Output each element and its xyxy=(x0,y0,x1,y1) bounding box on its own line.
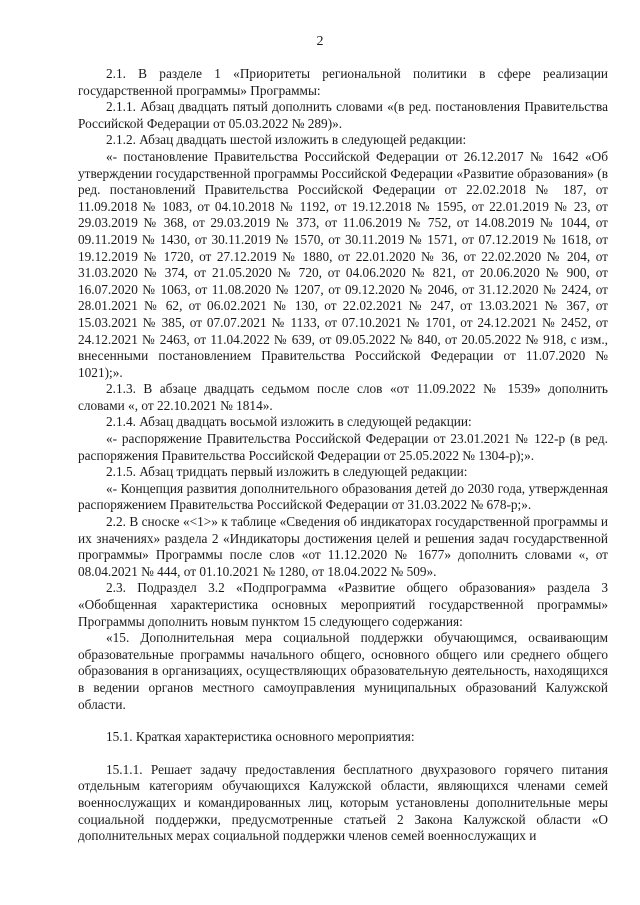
paragraph: 2.1.3. В абзаце двадцать седьмом после слов «от 11.09.2022 № 1539» дополнить словами «, от 22.10.2021 № 1814». xyxy=(78,381,608,413)
paragraph: 2.1.5. Абзац тридцать первый изложить в следующей редакции: xyxy=(106,464,468,480)
paragraph: 2.1.2. Абзац двадцать шестой изложить в следующей редакции: xyxy=(106,132,467,148)
paragraph: «- распоряжение Правительства Российской Федерации от 23.01.2021 № 122-р (в ред. распоряжения Правительства Российской Федерации от 25.05.2022 № 1304-р);». xyxy=(78,431,608,463)
paragraph: 2.1.4. Абзац двадцать восьмой изложить в следующей редакции: xyxy=(106,414,472,430)
paragraph: 2.1. В разделе 1 «Приоритеты региональной политики в сфере реализации государственной программы» Программы: xyxy=(78,66,608,98)
paragraph: 2.2. В сноске «<1>» к таблице «Сведения об индикаторах государственной программы и их значениях» раздела 2 «Индикаторы достижения целей и решения задач государственной программы» Программы после слов «от 11.12.2020 № 1677» дополнить словами «, от 08.04.2021 № 444, от 01.10.2021 № 1280, от 18.04.2022 № 509». xyxy=(78,514,608,579)
paragraph: 15.1.1. Решает задачу предоставления бесплатного двухразового горячего питания отдельным категориям обучающихся Калужской области, являющихся членами семей военнослужащих и командированных лиц, которым установлены дополнительные меры социальной поддержки, предусмотренные статьей 2 Закона Калужской области «О дополнительных мерах социальной поддержки членов семей военнослужащих и xyxy=(78,761,608,844)
page-number: 2 xyxy=(316,34,324,49)
paragraph: «- Концепция развития дополнительного образования детей до 2030 года, утвержденная распоряжением Правительства Российской Федерации от 31.03.2022 № 678-р;». xyxy=(78,480,608,513)
paragraph: «15. Дополнительная мера социальной поддержки обучающимся, осваивающим образовательные программы начального общего, основного общего или среднего общего образования в организациях, осуществляющих образовательную деятельность, находящихся в ведении органов местного самоуправления муниципальных образований Калужской области. xyxy=(78,630,608,712)
document-body xyxy=(78,66,608,845)
paragraph: «- постановление Правительства Российской Федерации от 26.12.2017 № 1642 «Об утверждении государственной программы Российской Федерации «Развитие образования» (в ред. постановлений Правительства Российской Федерации от 22.02.2018 № 187, от 11.09.2018 № 1083, от 04.10.2018 № 1192, от 19.12.2018 № 1595, от 22.01.2019 № 23, от 29.03.2019 № 368, от 29.03.2019 № 373, от 11.06.2019 № 752, от 14.08.2019 № 1044, от 09.11.2019 № 1430, от 30.11.2019 № 1570, от 30.11.2019 № 1571, от 07.12.2019 № 1618, от 19.12.2019 № 1720, от 27.12.2019 № 1880, от 22.01.2020 № 36, от 22.02.2020 № 204, от 31.03.2020 № 374, от 21.05.2020 № 720, от 04.06.2020 № 821, от 20.06.2020 № 900, от 16.07.2020 № 1063, от 11.08.2020 № 1207, от 09.12.2020 № 2046, от 31.12.2020 № 2424, от 28.01.2021 № 62, от 06.02.2021 № 130, от 22.02.2021 № 247, от 13.03.2021 № 367, от 15.03.2021 № 385, от 07.07.2021 № 1133, от 07.10.2021 № 1701, от 24.12.2021 № 2452, от 24.12.2021 № 2463, от 11.04.2022 № 639, от 09.05.2022 № 840, от 20.05.2022 № 918, с изм., внесенными постановлением Правительства Российской Федерации от 11.07.2020 № 1021);». xyxy=(78,148,608,380)
paragraph: 2.1.1. Абзац двадцать пятый дополнить словами «(в ред. постановления Правительства Российской Федерации от 05.03.2022 № 289)». xyxy=(78,99,608,131)
paragraph: 15.1. Краткая характеристика основного мероприятия: xyxy=(106,729,415,745)
paragraph: 2.3. Подраздел 3.2 «Подпрограмма «Развитие общего образования» раздела 3 «Обобщенная характеристика основных мероприятий государственной программы» Программы дополнить новым пунктом 15 следующего содержания: xyxy=(78,580,608,629)
